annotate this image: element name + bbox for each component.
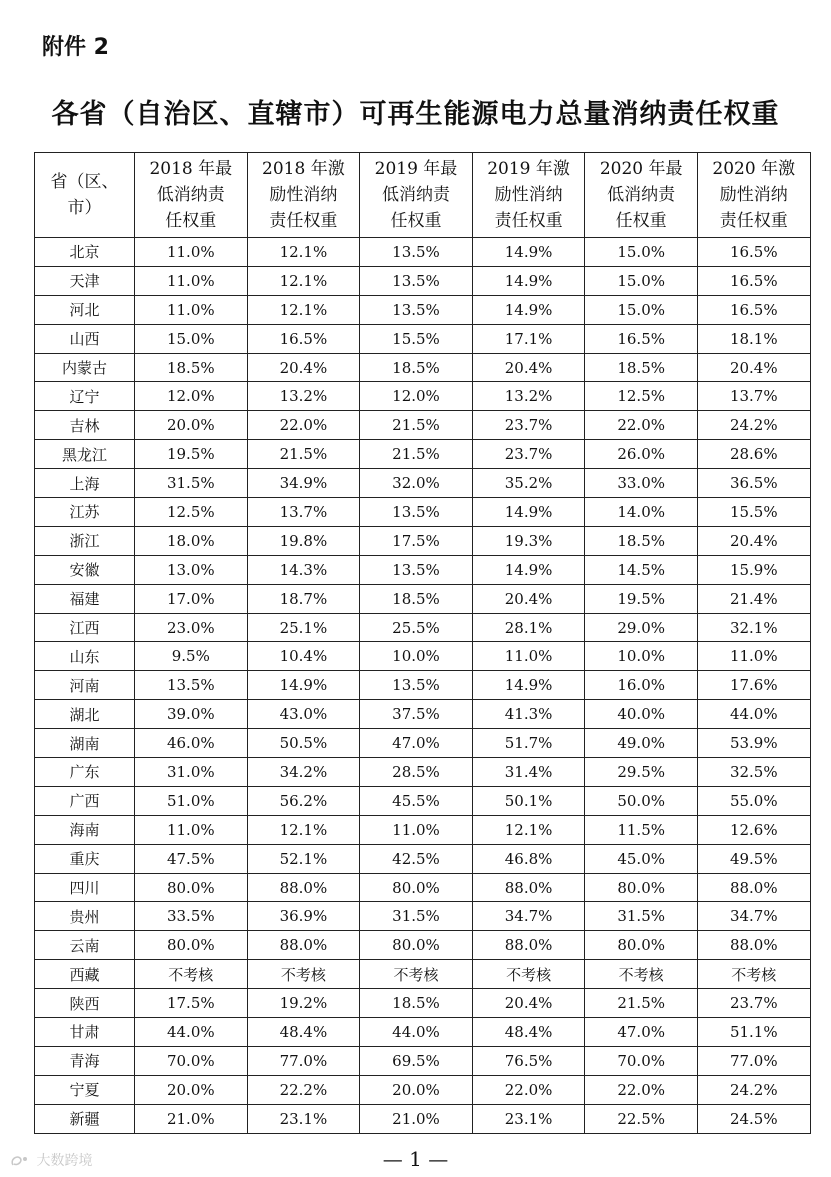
province-cell: 黑龙江 [35, 440, 135, 469]
table-header-row [35, 153, 811, 238]
watermark-logo-icon [10, 1154, 32, 1168]
weight-cell: 18.7% [247, 584, 360, 613]
header-col-1 [135, 153, 248, 238]
weight-cell: 14.9% [472, 671, 585, 700]
weight-cell: 12.6% [697, 815, 810, 844]
weight-cell: 19.5% [135, 440, 248, 469]
weight-cell: 24.2% [697, 1075, 810, 1104]
weight-cell: 20.4% [697, 526, 810, 555]
weight-cell: 21.0% [360, 1104, 473, 1133]
province-cell: 贵州 [35, 902, 135, 931]
province-cell: 安徽 [35, 555, 135, 584]
weight-cell: 20.4% [472, 584, 585, 613]
province-cell: 四川 [35, 873, 135, 902]
weight-cell: 14.3% [247, 555, 360, 584]
weight-cell: 23.7% [472, 411, 585, 440]
weight-cell: 70.0% [585, 1046, 698, 1075]
weight-cell: 23.7% [697, 989, 810, 1018]
weight-cell: 43.0% [247, 700, 360, 729]
weight-cell: 12.1% [472, 815, 585, 844]
table-body [35, 238, 811, 1134]
weight-cell: 77.0% [247, 1046, 360, 1075]
weight-cell: 14.9% [472, 266, 585, 295]
weight-cell: 13.5% [360, 266, 473, 295]
weight-cell: 18.5% [360, 353, 473, 382]
weight-cell: 50.5% [247, 729, 360, 758]
header-line: 责任权重 [494, 211, 563, 231]
weight-cell: 15.9% [697, 555, 810, 584]
weight-cell: 11.5% [585, 815, 698, 844]
weight-cell: 28.5% [360, 758, 473, 787]
weight-cell: 31.4% [472, 758, 585, 787]
weight-cell: 47.5% [135, 844, 248, 873]
weight-cell: 17.1% [472, 324, 585, 353]
weight-cell: 11.0% [135, 295, 248, 324]
weight-cell: 35.2% [472, 469, 585, 498]
header-line: 任权重 [390, 211, 442, 231]
weight-cell: 20.4% [472, 989, 585, 1018]
header-col-2 [247, 153, 360, 238]
weight-cell: 51.1% [697, 1018, 810, 1047]
weight-cell: 22.0% [585, 1075, 698, 1104]
header-col-5 [585, 153, 698, 238]
weight-cell: 28.1% [472, 613, 585, 642]
table-row [35, 1018, 811, 1047]
weight-cell: 36.5% [697, 469, 810, 498]
weight-cell: 23.1% [247, 1104, 360, 1133]
weight-cell: 14.9% [472, 238, 585, 267]
weight-cell: 25.1% [247, 613, 360, 642]
weight-cell: 76.5% [472, 1046, 585, 1075]
table-row [35, 642, 811, 671]
weight-cell: 19.8% [247, 526, 360, 555]
header-line: 任权重 [615, 211, 667, 231]
weight-cell: 15.5% [360, 324, 473, 353]
weight-cell: 23.7% [472, 440, 585, 469]
weight-cell: 16.5% [697, 238, 810, 267]
weight-cell: 14.9% [247, 671, 360, 700]
weight-cell: 10.4% [247, 642, 360, 671]
weight-cell: 12.1% [247, 815, 360, 844]
weight-cell: 51.0% [135, 786, 248, 815]
table-row [35, 324, 811, 353]
weight-cell: 15.5% [697, 498, 810, 527]
weight-cell: 16.0% [585, 671, 698, 700]
weight-cell: 52.1% [247, 844, 360, 873]
table-row [35, 815, 811, 844]
header-line: 低消纳责 [607, 185, 676, 205]
weight-cell: 11.0% [135, 815, 248, 844]
weight-cell: 53.9% [697, 729, 810, 758]
weight-cell: 39.0% [135, 700, 248, 729]
weight-cell: 88.0% [247, 873, 360, 902]
weight-cell: 11.0% [697, 642, 810, 671]
weight-cell: 31.5% [585, 902, 698, 931]
document-title: 各省（自治区、直辖市）可再生能源电力总量消纳责任权重 [51, 99, 780, 130]
header-line: 市） [67, 198, 102, 218]
weight-cell: 10.0% [360, 642, 473, 671]
weight-cell: 14.0% [585, 498, 698, 527]
header-line: 励性消纳 [719, 185, 788, 205]
weight-cell: 22.2% [247, 1075, 360, 1104]
table-row [35, 989, 811, 1018]
weight-cell: 47.0% [360, 729, 473, 758]
header-line: 责任权重 [269, 211, 338, 231]
table-row [35, 844, 811, 873]
province-cell: 山西 [35, 324, 135, 353]
weight-cell: 21.5% [247, 440, 360, 469]
weight-cell: 18.5% [585, 353, 698, 382]
weight-cell: 40.0% [585, 700, 698, 729]
weight-cell: 12.5% [585, 382, 698, 411]
weight-cell: 46.8% [472, 844, 585, 873]
weight-cell: 80.0% [585, 873, 698, 902]
weight-cell: 16.5% [697, 295, 810, 324]
weight-cell: 13.2% [247, 382, 360, 411]
weight-cell: 33.5% [135, 902, 248, 931]
header-line: 2020 年激 [712, 159, 796, 179]
weight-cell: 15.0% [135, 324, 248, 353]
weight-cell: 32.5% [697, 758, 810, 787]
weight-cell: 44.0% [135, 1018, 248, 1047]
header-line: 2019 年激 [487, 159, 570, 179]
table-row [35, 700, 811, 729]
weight-cell: 44.0% [697, 700, 810, 729]
table-row [35, 295, 811, 324]
province-cell: 西藏 [35, 960, 135, 989]
weight-cell: 48.4% [472, 1018, 585, 1047]
weight-cell: 19.5% [585, 584, 698, 613]
weight-cell: 24.5% [697, 1104, 810, 1133]
weight-cell: 23.1% [472, 1104, 585, 1133]
weight-cell: 21.0% [135, 1104, 248, 1133]
attachment-label: 附件 2 [42, 35, 109, 60]
province-cell: 湖北 [35, 700, 135, 729]
weight-cell: 13.7% [697, 382, 810, 411]
weight-cell: 80.0% [135, 931, 248, 960]
weight-cell: 14.5% [585, 555, 698, 584]
weight-cell: 15.0% [585, 295, 698, 324]
weight-cell: 51.7% [472, 729, 585, 758]
weight-cell: 32.0% [360, 469, 473, 498]
table-row [35, 902, 811, 931]
weight-cell: 47.0% [585, 1018, 698, 1047]
table-row [35, 382, 811, 411]
weight-cell: 不考核 [247, 960, 360, 989]
weight-cell: 31.0% [135, 758, 248, 787]
weight-cell: 49.5% [697, 844, 810, 873]
table-row [35, 931, 811, 960]
weight-cell: 20.4% [697, 353, 810, 382]
weight-cell: 11.0% [472, 642, 585, 671]
province-cell: 广东 [35, 758, 135, 787]
province-cell: 天津 [35, 266, 135, 295]
weight-cell: 21.5% [360, 440, 473, 469]
watermark-text: 大数跨境 [36, 1153, 93, 1169]
header-col-6 [697, 153, 810, 238]
table-row [35, 411, 811, 440]
header-province [35, 153, 135, 238]
weight-cell: 56.2% [247, 786, 360, 815]
weight-cell: 不考核 [360, 960, 473, 989]
weight-cell: 11.0% [360, 815, 473, 844]
table-row [35, 960, 811, 989]
weight-cell: 23.0% [135, 613, 248, 642]
province-cell: 青海 [35, 1046, 135, 1075]
weight-cell: 46.0% [135, 729, 248, 758]
weight-cell: 25.5% [360, 613, 473, 642]
weight-cell: 34.9% [247, 469, 360, 498]
weight-cell: 18.5% [135, 353, 248, 382]
weight-cell: 17.5% [135, 989, 248, 1018]
weight-cell: 69.5% [360, 1046, 473, 1075]
header-line: 励性消纳 [269, 185, 338, 205]
weight-cell: 70.0% [135, 1046, 248, 1075]
header-line: 低消纳责 [381, 185, 450, 205]
table-row [35, 758, 811, 787]
weight-cell: 32.1% [697, 613, 810, 642]
weight-cell: 11.0% [135, 238, 248, 267]
province-cell: 浙江 [35, 526, 135, 555]
weight-cell: 34.2% [247, 758, 360, 787]
weight-cell: 13.5% [360, 295, 473, 324]
header-line: 2018 年激 [262, 159, 345, 179]
weight-cell: 13.5% [360, 555, 473, 584]
weight-cell: 29.5% [585, 758, 698, 787]
weight-cell: 20.4% [472, 353, 585, 382]
province-cell: 海南 [35, 815, 135, 844]
province-cell: 湖南 [35, 729, 135, 758]
table-row [35, 353, 811, 382]
weight-cell: 18.1% [697, 324, 810, 353]
weight-cell: 80.0% [585, 931, 698, 960]
header-line: 2019 年最 [374, 159, 458, 179]
weight-cell: 20.4% [247, 353, 360, 382]
weight-cell: 18.5% [360, 584, 473, 613]
header-line: 2020 年最 [599, 159, 683, 179]
weight-cell: 22.0% [472, 1075, 585, 1104]
weight-cell: 16.5% [247, 324, 360, 353]
weight-cell: 31.5% [135, 469, 248, 498]
weight-cell: 15.0% [585, 266, 698, 295]
weight-cell: 50.1% [472, 786, 585, 815]
weight-cell: 48.4% [247, 1018, 360, 1047]
weight-cell: 17.6% [697, 671, 810, 700]
province-cell: 河南 [35, 671, 135, 700]
weight-cell: 12.0% [360, 382, 473, 411]
weight-cell: 88.0% [697, 931, 810, 960]
weight-cell: 49.0% [585, 729, 698, 758]
header-col-4 [472, 153, 585, 238]
weight-cell: 80.0% [360, 873, 473, 902]
watermark [10, 1150, 92, 1170]
province-cell: 云南 [35, 931, 135, 960]
table-row [35, 526, 811, 555]
province-cell: 北京 [35, 238, 135, 267]
weight-cell: 77.0% [697, 1046, 810, 1075]
province-cell: 甘肃 [35, 1018, 135, 1047]
weight-cell: 22.0% [585, 411, 698, 440]
table-row [35, 671, 811, 700]
weight-cell: 16.5% [585, 324, 698, 353]
table-row [35, 1046, 811, 1075]
weight-cell: 13.2% [472, 382, 585, 411]
weight-cell: 14.9% [472, 295, 585, 324]
table-row [35, 469, 811, 498]
weight-cell: 19.3% [472, 526, 585, 555]
weight-cell: 50.0% [585, 786, 698, 815]
weight-cell: 15.0% [585, 238, 698, 267]
province-cell: 新疆 [35, 1104, 135, 1133]
province-cell: 吉林 [35, 411, 135, 440]
province-cell: 陕西 [35, 989, 135, 1018]
weight-cell: 88.0% [472, 931, 585, 960]
weight-cell: 13.5% [135, 671, 248, 700]
weight-cell: 16.5% [697, 266, 810, 295]
weight-cell: 不考核 [585, 960, 698, 989]
weight-cell: 14.9% [472, 555, 585, 584]
weights-table [34, 152, 811, 1134]
weight-cell: 13.5% [360, 238, 473, 267]
weight-cell: 18.5% [360, 989, 473, 1018]
province-cell: 广西 [35, 786, 135, 815]
weight-cell: 11.0% [135, 266, 248, 295]
weight-cell: 33.0% [585, 469, 698, 498]
weight-cell: 18.0% [135, 526, 248, 555]
weight-cell: 22.0% [247, 411, 360, 440]
weight-cell: 19.2% [247, 989, 360, 1018]
weight-cell: 13.5% [360, 498, 473, 527]
header-line: 低消纳责 [156, 185, 225, 205]
table-row [35, 498, 811, 527]
province-cell: 河北 [35, 295, 135, 324]
weight-cell: 88.0% [472, 873, 585, 902]
weight-cell: 34.7% [697, 902, 810, 931]
weight-cell: 31.5% [360, 902, 473, 931]
table-row [35, 440, 811, 469]
table-row [35, 613, 811, 642]
weight-cell: 26.0% [585, 440, 698, 469]
header-line: 任权重 [165, 211, 217, 231]
weight-cell: 36.9% [247, 902, 360, 931]
province-cell: 宁夏 [35, 1075, 135, 1104]
header-line: 责任权重 [719, 211, 788, 231]
province-cell: 上海 [35, 469, 135, 498]
province-cell: 内蒙古 [35, 353, 135, 382]
table-row [35, 729, 811, 758]
header-col-3 [360, 153, 473, 238]
weight-cell: 21.4% [697, 584, 810, 613]
weight-cell: 24.2% [697, 411, 810, 440]
weight-cell: 88.0% [697, 873, 810, 902]
weight-cell: 20.0% [135, 411, 248, 440]
table-row [35, 1075, 811, 1104]
weight-cell: 20.0% [135, 1075, 248, 1104]
weight-cell: 29.0% [585, 613, 698, 642]
weight-cell: 不考核 [135, 960, 248, 989]
weight-cell: 80.0% [360, 931, 473, 960]
weight-cell: 42.5% [360, 844, 473, 873]
weight-cell: 37.5% [360, 700, 473, 729]
weight-cell: 17.5% [360, 526, 473, 555]
header-line: 省（区、 [50, 172, 119, 192]
weight-cell: 13.0% [135, 555, 248, 584]
table-row [35, 873, 811, 902]
province-cell: 福建 [35, 584, 135, 613]
weight-cell: 不考核 [472, 960, 585, 989]
weight-cell: 12.1% [247, 238, 360, 267]
weight-cell: 55.0% [697, 786, 810, 815]
weight-cell: 10.0% [585, 642, 698, 671]
weight-cell: 34.7% [472, 902, 585, 931]
table-row [35, 238, 811, 267]
weight-cell: 18.5% [585, 526, 698, 555]
province-cell: 山东 [35, 642, 135, 671]
weight-cell: 12.1% [247, 266, 360, 295]
weight-cell: 13.5% [360, 671, 473, 700]
table-row [35, 555, 811, 584]
table-row [35, 266, 811, 295]
header-line: 2018 年最 [149, 159, 233, 179]
weight-cell: 9.5% [135, 642, 248, 671]
province-cell: 江西 [35, 613, 135, 642]
header-line: 励性消纳 [494, 185, 563, 205]
weight-cell: 45.0% [585, 844, 698, 873]
province-cell: 江苏 [35, 498, 135, 527]
weight-cell: 28.6% [697, 440, 810, 469]
weight-cell: 17.0% [135, 584, 248, 613]
table-row [35, 786, 811, 815]
weight-cell: 21.5% [585, 989, 698, 1018]
weight-cell: 12.1% [247, 295, 360, 324]
weight-cell: 45.5% [360, 786, 473, 815]
weight-cell: 14.9% [472, 498, 585, 527]
weight-cell: 22.5% [585, 1104, 698, 1133]
province-cell: 辽宁 [35, 382, 135, 411]
weight-cell: 20.0% [360, 1075, 473, 1104]
page-number: — 1 — [382, 1147, 449, 1171]
weight-cell: 13.7% [247, 498, 360, 527]
table-row [35, 584, 811, 613]
table-row [35, 1104, 811, 1133]
weight-cell: 12.0% [135, 382, 248, 411]
province-cell: 重庆 [35, 844, 135, 873]
weight-cell: 80.0% [135, 873, 248, 902]
weight-cell: 12.5% [135, 498, 248, 527]
weight-cell: 41.3% [472, 700, 585, 729]
weight-cell: 88.0% [247, 931, 360, 960]
weight-cell: 不考核 [697, 960, 810, 989]
weight-cell: 21.5% [360, 411, 473, 440]
weight-cell: 44.0% [360, 1018, 473, 1047]
